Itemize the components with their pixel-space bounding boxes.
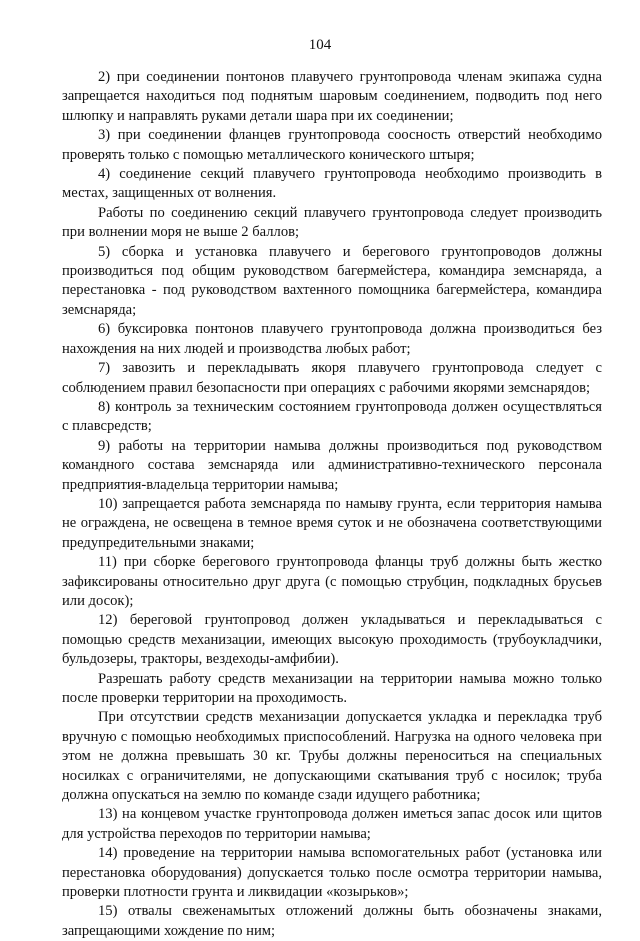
document-body bbox=[62, 68, 602, 941]
paragraph-item-11: 11) при сборке берегового грунтопровода фланцы труб должны быть жестко зафиксированы относительно друг друга (с помощью струбцин, подкладных брусьев или досок); bbox=[62, 554, 602, 609]
paragraph-item-6: 6) буксировка понтонов плавучего грунтопровода должна производиться без нахождения на них людей и производства любых работ; bbox=[62, 321, 602, 357]
paragraph-item-9: 9) работы на территории намыва должны производиться под руководством командного состава земснаряда или административно-технического персонала предприятия-владельца территории намыва; bbox=[62, 437, 602, 493]
paragraph-item-14: 14) проведение на территории намыва вспомогательных работ (установка или перестановка оборудования) допускается только после осмотра территории намыва, проверки плотности грунта и ликвидации «козырьков»; bbox=[62, 845, 602, 901]
paragraph-wave-limit: Работы по соединению секций плавучего грунтопровода следует производить при волнении моря не выше 2 баллов; bbox=[62, 204, 602, 241]
paragraph-item-7: 7) завозить и перекладывать якоря плавучего грунтопровода следует с соблюдением правил безопасности при операциях с рабочими якорями земснарядов; bbox=[62, 360, 602, 396]
paragraph-item-5: 5) сборка и установка плавучего и берегового грунтопроводов должны производиться под общим руководством багермейстера, командира земснаряда, а перестановка - под руководством вахтенного помощника багермейстера, командира земснаряда; bbox=[62, 243, 602, 318]
paragraph-item-13: 13) на концевом участке грунтопровода должен иметься запас досок или щитов для устройства переходов по территории намыва; bbox=[62, 806, 602, 842]
paragraph-item-12: 12) береговой грунтопровод должен укладываться и перекладываться с помощью средств механизации, имеющих высокую проходимость (трубоукладчики, бульдозеры, тракторы, вездеходы-амфибии). bbox=[62, 612, 602, 668]
paragraph-item-15: 15) отвалы свеженамытых отложений должны быть обозначены знаками, запрещающими хождение по ним; bbox=[62, 903, 602, 939]
paragraph-item-10: 10) запрещается работа земснаряда по намыву грунта, если территория намыва не ограждена, не освещена в темное время суток и не обозначена соответствующими предупредительными знаками; bbox=[62, 495, 602, 551]
paragraph-item-8: 8) контроль за техническим состоянием грунтопровода должен осуществляться с плавсредств; bbox=[62, 398, 602, 435]
page-number: 104 bbox=[308, 37, 332, 53]
paragraph-item-3: 3) при соединении фланцев грунтопровода соосность отверстий необходимо проверять только с помощью металлического конического штыря; bbox=[62, 127, 602, 163]
paragraph-item-4: 4) соединение секций плавучего грунтопровода необходимо производить в местах, защищенных от волнения. bbox=[62, 166, 602, 202]
paragraph-manual-laying: При отсутствии средств механизации допускается укладка и перекладка труб вручную с помощью необходимых приспособлений. Нагрузка на одного человека при этом не должна превышать 30 кг. Трубы должны переноситься на специальных носилках с ограничителями, не допускающими скатывания труб с носилок; труба должна опускаться на землю по команде сзади идущего работника; bbox=[62, 709, 602, 804]
paragraph-mechanization-permission: Разрешать работу средств механизации на территории намыва можно только после проверки территории на проходимость. bbox=[62, 670, 602, 706]
paragraph-item-2: 2) при соединении понтонов плавучего грунтопровода членам экипажа судна запрещается находиться под поднятым шаровым соединением, подводить под него шлюпку и направлять руками детали шара при их соединении; bbox=[62, 69, 602, 124]
